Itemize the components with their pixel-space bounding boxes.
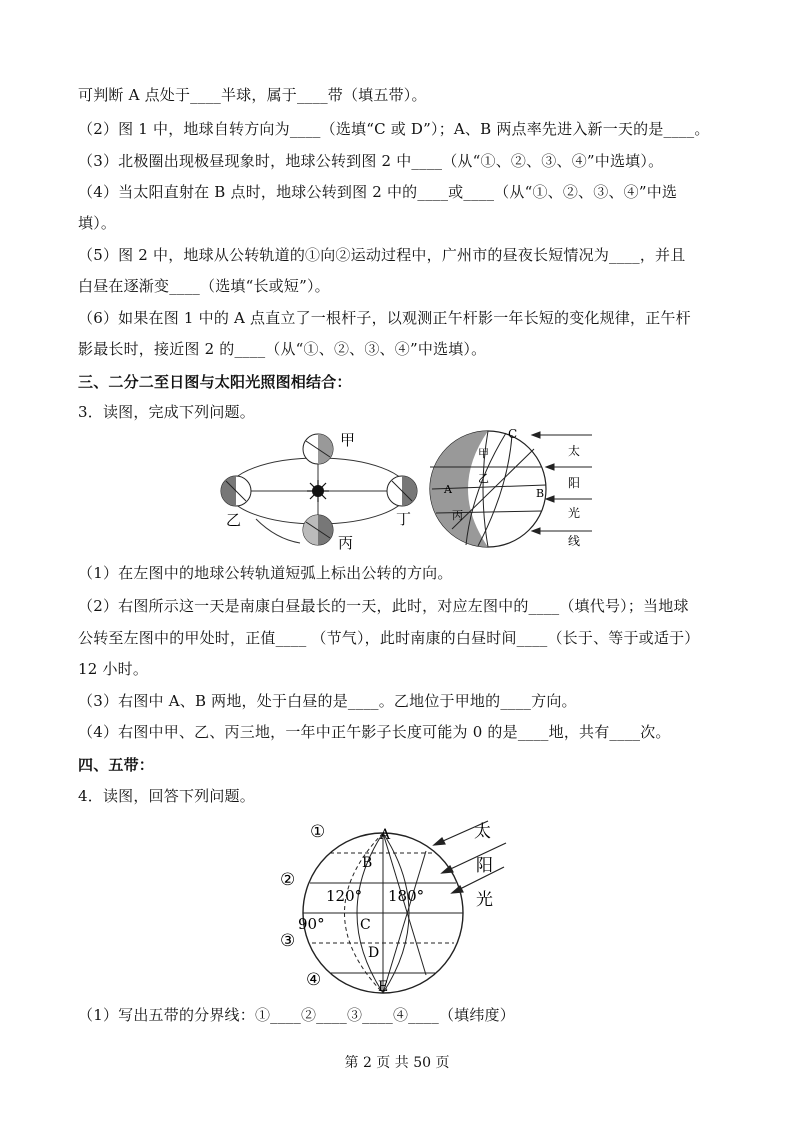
globe-label-bing: 丙 [452, 509, 463, 522]
question-title: 4．读图，回答下列问题。 [78, 787, 255, 805]
text-line: （1）在左图中的地球公转轨道短弧上标出公转的方向。 [78, 564, 453, 582]
text-line: （4）右图中甲、乙、丙三地，一年中正午影子长度可能为 0 的是____地，共有____次。 [78, 723, 671, 741]
point-E: E [378, 979, 389, 995]
circled-2: ② [280, 870, 296, 890]
point-A: A [380, 827, 391, 843]
text-line: （3）北极圈出现极昼现象时，地球公转到图 2 中____（从“①、②、③、④”中选填）。 [78, 152, 664, 170]
sun-text-3: 光 [476, 890, 493, 910]
circled-3: ③ [280, 931, 296, 951]
sun-icon [307, 480, 329, 502]
text-line: （1）写出五带的分界线：①____②____③____④____（填纬度） [78, 1006, 515, 1024]
label-yi: 乙 [226, 511, 242, 529]
text-line: 影最长时，接近图 2 的____（从“①、②、③、④”中选填）。 [78, 340, 487, 358]
text-line: （4）当太阳直射在 B 点时，地球公转到图 2 中的____或____（从“①、②、③、④”中选 [78, 183, 678, 201]
label-ding: 丁 [396, 510, 412, 528]
angle-180: 180° [388, 887, 425, 905]
earth-jia-icon [303, 434, 333, 464]
point-B: B [362, 855, 373, 871]
text-line: 白昼在逐渐变____（选填“长或短”）。 [78, 277, 330, 295]
point-D: D [368, 945, 380, 961]
circled-4: ④ [306, 970, 322, 990]
sun-text-2: 阳 [568, 476, 581, 490]
sun-text-3: 光 [568, 506, 581, 520]
text-line: （2）右图所示这一天是南康白昼最长的一天，此时，对应左图中的____（填代号）；当地球 [78, 597, 689, 615]
angle-120: 120° [326, 887, 363, 905]
five-zones-globe-figure [276, 815, 516, 995]
page-footer: 第 2 页 共 50 页 [344, 1055, 450, 1071]
sun-text-4: 线 [568, 534, 581, 548]
label-bing: 丙 [338, 534, 354, 552]
text-line: 可判断 A 点处于____半球，属于____带（填五带）。 [78, 86, 427, 104]
text-line: （2）图 1 中，地球自转方向为____（选填“C 或 D”）；A、B 两点率先进入新一天的是____。 [78, 120, 710, 138]
section-heading: 三、二分二至日图与太阳光照图相结合： [78, 373, 352, 391]
globe-label-A: A [444, 483, 452, 496]
text-line: 公转至左图中的甲处时，正值____ （节气），此时南康的白昼时间____（长于、等于或适于） [78, 629, 700, 647]
earth-bing-icon [303, 515, 333, 545]
text-line: （5）图 2 中，地球从公转轨道的①向②运动过程中，广州市的昼夜长短情况为____，并且 [78, 246, 686, 264]
text-line: （6）如果在图 1 中的 A 点直立了一根杆子，以观测正午杆影一年长短的变化规律，正午杆 [78, 309, 691, 327]
question-title: 3．读图，完成下列问题。 [78, 403, 255, 421]
angle-90: 90° [298, 915, 325, 933]
globe-label-C: C [508, 427, 518, 441]
point-C: C [360, 917, 371, 933]
globe-label-yi: 乙 [478, 472, 489, 485]
circled-1: ① [310, 822, 326, 842]
label-jia: 甲 [340, 431, 356, 449]
text-line: 12 小时。 [78, 660, 149, 678]
text-line: （3）右图中 A、B 两地，处于白昼的是____。乙地位于甲地的____方向。 [78, 692, 577, 710]
earth-yi-icon [221, 476, 251, 506]
text-line: 填）。 [78, 214, 117, 232]
sun-text-2: 阳 [476, 856, 493, 876]
globe-label-B: B [536, 487, 545, 500]
earth-ding-icon [387, 476, 417, 506]
sun-text-1: 太 [474, 822, 491, 842]
globe-label-jia: 甲 [478, 447, 489, 460]
sun-text-1: 太 [568, 444, 581, 458]
orbit-and-sunlight-figure [216, 427, 596, 552]
section-heading: 四、五带： [78, 756, 155, 774]
